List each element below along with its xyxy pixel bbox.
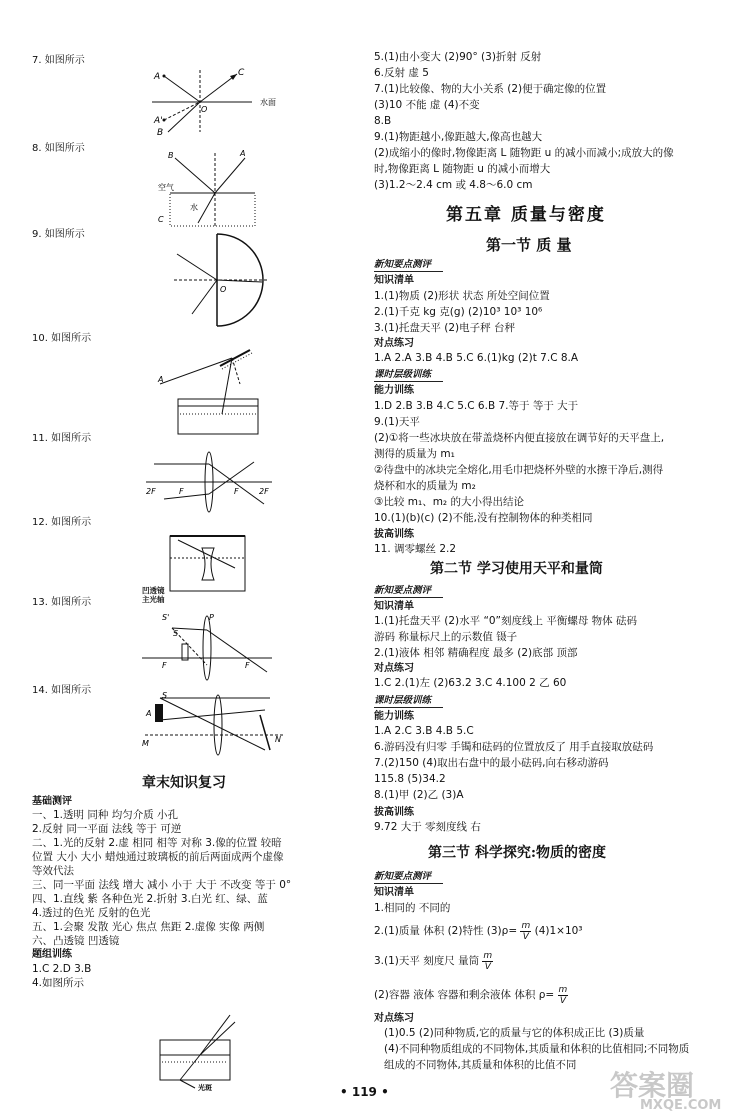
answer-line: (3)1.2～2.4 cm 或 4.8～6.0 cm <box>374 179 533 191</box>
heading-knowledge: 知识清单 <box>374 601 414 612</box>
answer-line: (4)不同种物质组成的不同物体,其质量和体积的比值相同;不同物质 <box>384 1043 690 1055</box>
basics-line: 位置 大小 大小 蜡烛通过玻璃板的前后两面成两个虚像 <box>32 851 284 863</box>
answer-line: (3)10 不能 虚 (4)不变 <box>374 99 480 111</box>
fig11-label: 11. 如图所示 <box>32 433 92 444</box>
heading-point: 对点练习 <box>374 338 414 349</box>
banner-new: 新知要点测评 <box>374 584 443 598</box>
answer-line: 3.(1)托盘天平 (2)电子秤 台秤 <box>374 322 515 334</box>
answer-line: 115.8 (5)34.2 <box>374 773 446 785</box>
answer-line: 烧杯和水的质量为 m₂ <box>374 480 476 492</box>
heading-ability: 能力训练 <box>374 711 414 722</box>
answer-line: 组成的不同物体,其质量和体积的比值不同 <box>384 1059 577 1071</box>
chapter-review-title: 章末知识复习 <box>142 775 226 791</box>
svg-text:N: N <box>275 735 281 744</box>
answer-line: 7.(2)150 (4)取出右盘中的最小砝码,向右移动游码 <box>374 757 609 769</box>
density-fraction: $\frac{m}{V}$ <box>483 950 493 972</box>
basics-line: 等效代法 <box>32 865 74 877</box>
svg-text:S: S <box>173 629 179 638</box>
answer-line: 7.(1)比较像、物的大小关系 (2)便于确定像的位置 <box>374 83 607 95</box>
heading-knowledge: 知识清单 <box>374 887 414 898</box>
section3-title: 第三节 科学探究:物质的密度 <box>428 845 607 861</box>
answer-line: (1)0.5 (2)同种物质,它的质量与它的体积成正比 (3)质量 <box>384 1027 645 1039</box>
chapter-title: 第五章 质量与密度 <box>446 205 606 225</box>
answer-line: 9.(1)天平 <box>374 416 420 428</box>
banner-new: 新知要点测评 <box>374 258 443 272</box>
section1-title: 第一节 质 量 <box>486 236 572 254</box>
svg-text:F: F <box>162 661 167 670</box>
basics-line: 一、1.透明 同种 均匀介质 小孔 <box>32 809 179 821</box>
svg-text:M: M <box>142 739 149 748</box>
answer-line: 8.(1)甲 (2)乙 (3)A <box>374 789 464 801</box>
fig8-label: 8. 如图所示 <box>32 143 85 154</box>
watermark-url: MXQE.COM <box>640 1098 722 1113</box>
basics-line: 四、1.直线 紫 各种色光 2.折射 3.白光 红、绿、蓝 <box>32 893 268 905</box>
fig10-diagram <box>150 344 260 436</box>
svg-text:A': A' <box>154 116 163 126</box>
answer-line: 1.(1)托盘天平 (2)水平 “0”刻度线上 平衡螺母 物体 砝码 <box>374 615 638 627</box>
fig10-label: 10. 如图所示 <box>32 333 92 344</box>
svg-text:C: C <box>158 215 164 224</box>
banner-new: 新知要点测评 <box>374 870 443 884</box>
fig12-caption2: 主光轴 <box>142 595 165 604</box>
answer-line-liquid: (2)容器 液体 容器和剩余液体 体积 ρ= $\frac{m}{V}$ <box>374 984 568 1006</box>
heading-point: 对点练习 <box>374 663 414 674</box>
svg-text:水: 水 <box>190 203 198 212</box>
basics-line: 三、同一平面 法线 增大 减小 小于 大于 不改变 等于 0° <box>32 879 292 891</box>
answer-line: ③比较 m₁、m₂ 的大小得出结论 <box>374 496 524 508</box>
heading-knowledge: 知识清单 <box>374 275 414 286</box>
topic-heading: 题组训练 <box>32 949 72 960</box>
svg-text:水面: 水面 <box>260 98 276 107</box>
answer-line: (2)①将一些冰块放在带盖烧杯内便直接放在调节好的天平盘上, <box>374 432 665 444</box>
svg-text:光斑: 光斑 <box>198 1084 212 1092</box>
svg-text:A: A <box>240 149 246 158</box>
heading-ability: 能力训练 <box>374 385 414 396</box>
svg-text:F: F <box>245 661 250 670</box>
answer-line: 1.A 2.C 3.B 4.B 5.C <box>374 725 474 737</box>
answer-line: 1.相同的 不同的 <box>374 902 451 914</box>
fig-last-diagram <box>150 1010 270 1092</box>
answer-line: 9.(1)物距越小,像距越大,像高也越大 <box>374 131 543 143</box>
answer-line: 8.B <box>374 115 392 127</box>
density-fraction: $\frac{m}{V}$ <box>558 984 568 1006</box>
topic-line: 1.C 2.D 3.B <box>32 963 92 975</box>
fig7-label: 7. 如图所示 <box>32 55 85 66</box>
basics-line: 六、凸透镜 凹透镜 <box>32 935 120 947</box>
answer-line: 1.A 2.A 3.B 4.B 5.C 6.(1)kg (2)t 7.C 8.A <box>374 352 579 364</box>
fig13-diagram <box>137 610 277 682</box>
basics-line: 五、1.会聚 发散 光心 焦点 焦距 2.虚像 实像 两侧 <box>32 921 265 933</box>
answer-line: 游码 称量标尺上的示数值 镊子 <box>374 631 518 643</box>
heading-advanced: 拔高训练 <box>374 807 414 818</box>
answer-line: 1.(1)物质 (2)形状 状态 所处空间位置 <box>374 290 550 302</box>
answer-line: 11. 调零螺丝 2.2 <box>374 543 457 555</box>
svg-text:C: C <box>238 68 245 78</box>
fig14-diagram <box>140 690 290 758</box>
section2-title: 第二节 学习使用天平和量筒 <box>430 561 603 577</box>
svg-text:O: O <box>220 285 227 294</box>
svg-text:S': S' <box>162 613 170 622</box>
answer-line: 1.C 2.(1)左 (2)63.2 3.C 4.100 2 乙 60 <box>374 677 567 689</box>
fig13-label: 13. 如图所示 <box>32 597 92 608</box>
fig9-label: 9. 如图所示 <box>32 229 85 240</box>
watermark-logo: 答案圈 <box>610 1069 695 1102</box>
fig7-diagram <box>142 62 292 137</box>
svg-text:A: A <box>146 709 152 718</box>
density-fraction: $\frac{m}{V}$ <box>521 920 531 942</box>
fig12-label: 12. 如图所示 <box>32 517 92 528</box>
svg-text:F: F <box>234 487 239 496</box>
page-number: • 119 • <box>340 1085 389 1099</box>
answer-line: 10.(1)(b)(c) (2)不能,没有控制物体的种类相同 <box>374 512 593 524</box>
answer-line: ②待盘中的冰块完全熔化,用毛巾把烧杯外壁的水擦干净后,测得 <box>374 464 664 476</box>
heading-point: 对点练习 <box>374 1013 414 1024</box>
topic-line: 4.如图所示 <box>32 977 85 989</box>
basics-line: 二、1.光的反射 2.虚 相同 相等 对称 3.像的位置 较暗 <box>32 837 282 849</box>
svg-text:空气: 空气 <box>158 183 174 192</box>
answer-line-tools: 3.(1)天平 刻度尺 量筒 $\frac{m}{V}$ <box>374 950 493 972</box>
basics-line: 4.透过的色光 反射的色光 <box>32 907 151 919</box>
svg-text:S: S <box>162 691 168 700</box>
answer-line: 2.(1)液体 相邻 精确程度 最多 (2)底部 顶部 <box>374 647 578 659</box>
svg-text:F: F <box>179 487 184 496</box>
svg-text:O: O <box>201 105 208 114</box>
basics-line: 2.反射 同一平面 法线 等于 可逆 <box>32 823 182 835</box>
fig8-diagram <box>150 148 260 228</box>
answer-line: (2)成缩小的像时,物像距离 L 随物距 u 的减小而减小;成放大的像 <box>374 147 674 159</box>
svg-text:P: P <box>209 613 214 622</box>
fig9-diagram <box>172 232 272 328</box>
answer-line: 6.游码没有归零 手镯和砝码的位置放反了 用手直接取放砝码 <box>374 741 654 753</box>
svg-text:B: B <box>157 128 164 137</box>
heading-advanced: 拔高训练 <box>374 529 414 540</box>
answer-line: 9.72 大于 零刻度线 右 <box>374 821 481 833</box>
svg-text:B: B <box>168 151 174 160</box>
answer-line: 2.(1)千克 kg 克(g) (2)10³ 10³ 10⁶ <box>374 306 543 318</box>
fig12-caption1: 凹透镜 <box>142 586 165 595</box>
fig11-diagram <box>144 444 274 516</box>
answer-line-density: 2.(1)质量 体积 (2)特性 (3)ρ= $\frac{m}{V}$ (4)1×10³ <box>374 920 583 942</box>
answer-line: 6.反射 虚 5 <box>374 67 429 79</box>
fig7-A: A <box>154 72 161 82</box>
answer-line: 1.D 2.B 3.B 4.C 5.C 6.B 7.等于 等于 大于 <box>374 400 579 412</box>
answer-line: 时,物像距离 L 随物距 u 的减小而增大 <box>374 163 551 175</box>
answer-line: 5.(1)由小变大 (2)90° (3)折射 反射 <box>374 51 542 63</box>
svg-text:A: A <box>158 375 164 384</box>
basics-heading: 基础测评 <box>32 796 72 807</box>
fig14-label: 14. 如图所示 <box>32 685 92 696</box>
banner-class: 课时层级训练 <box>374 368 443 382</box>
banner-class: 课时层级训练 <box>374 694 443 708</box>
svg-text:2F: 2F <box>259 487 269 496</box>
svg-text:2F: 2F <box>146 487 156 496</box>
answer-line: 测得的质量为 m₁ <box>374 448 455 460</box>
